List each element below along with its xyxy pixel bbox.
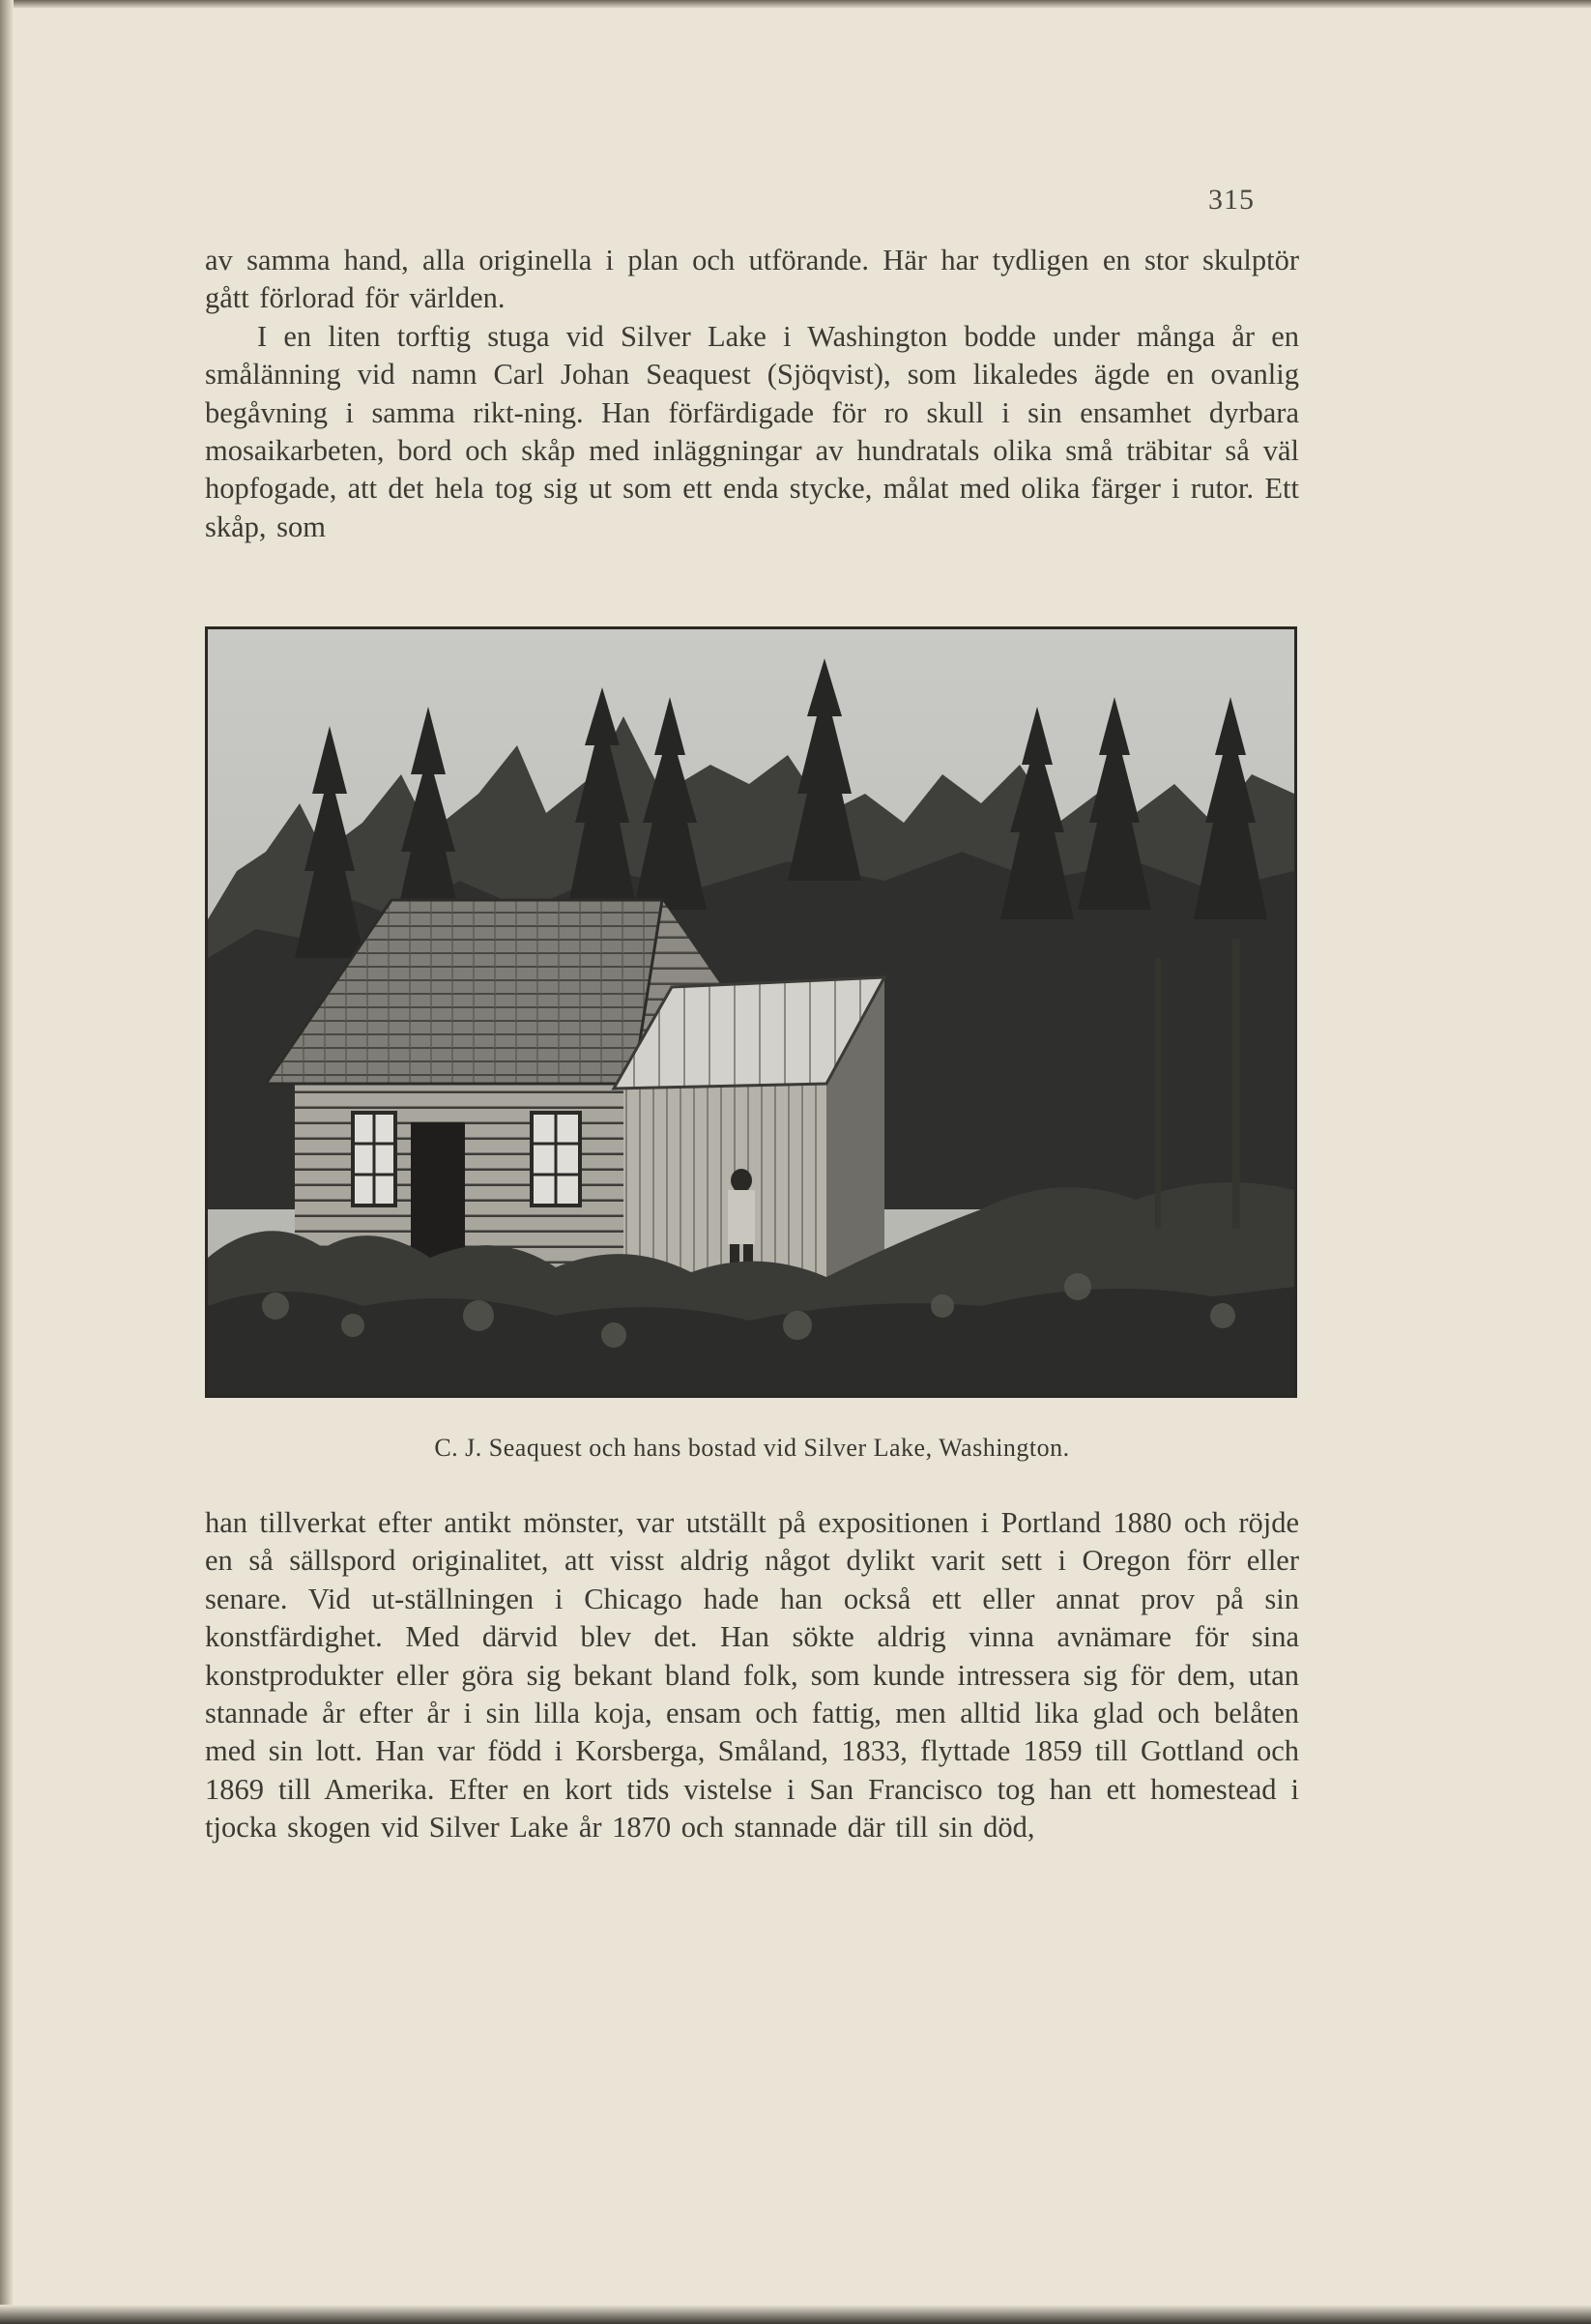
page-number: 315 <box>1208 184 1255 216</box>
page-binding-shadow <box>0 0 14 2324</box>
paragraph-top-1: av samma hand, alla originella i plan och utförande. Här har tydligen en stor skulptör gått förlorad för världen. <box>205 244 1299 315</box>
photo-caption: C. J. Seaquest och hans bostad vid Silver Lake, Washington. <box>434 1434 1070 1462</box>
text-block-top <box>205 242 1299 546</box>
page-edge-bottom <box>0 2305 1591 2324</box>
cabin-photo-illustration <box>208 629 1294 1395</box>
text-block-bottom <box>205 1504 1299 1847</box>
photograph-cabin <box>205 626 1297 1398</box>
page-edge-top <box>0 0 1591 8</box>
paragraph-bottom: han tillverkat efter antikt mönster, var utställt på expositionen i Portland 1880 och röjde en så sällspord originalitet, att visst aldrig något dylikt varit sett i Oregon förr eller senare. Vid ut-ställningen i Chicago hade han också ett eller annat prov på sin konstfärdighet. Med därvid blev det. Han sökte aldrig vinna avnämare för sina konstprodukter eller göra sig bekant bland folk, som kunde intressera sig för dem, utan stannade år efter år i sin lilla koja, ensam och fattig, men alltid lika glad och belåten med sin lott. Han var född i Korsberga, Småland, 1833, flyttade 1859 till Gottland och 1869 till Amerika. Efter en kort tids vistelse i San Francisco tog han ett homestead i tjocka skogen vid Silver Lake år 1870 och stannade där till sin död, <box>205 1506 1299 1845</box>
paragraph-top-2: I en liten torftig stuga vid Silver Lake i Washington bodde under många år en smålänning vid namn Carl Johan Seaquest (Sjöqvist), som likaledes ägde en ovanlig begåvning i samma rikt-ning. Han förfärdigade för ro skull i sin ensamhet dyrbara mosaikarbeten, bord och skåp med inläggningar av hundratals olika små träbitar så väl hopfogade, att det hela tog sig ut som ett enda stycke, målat med olika färger i rutor. Ett skåp, som <box>205 319 1299 543</box>
